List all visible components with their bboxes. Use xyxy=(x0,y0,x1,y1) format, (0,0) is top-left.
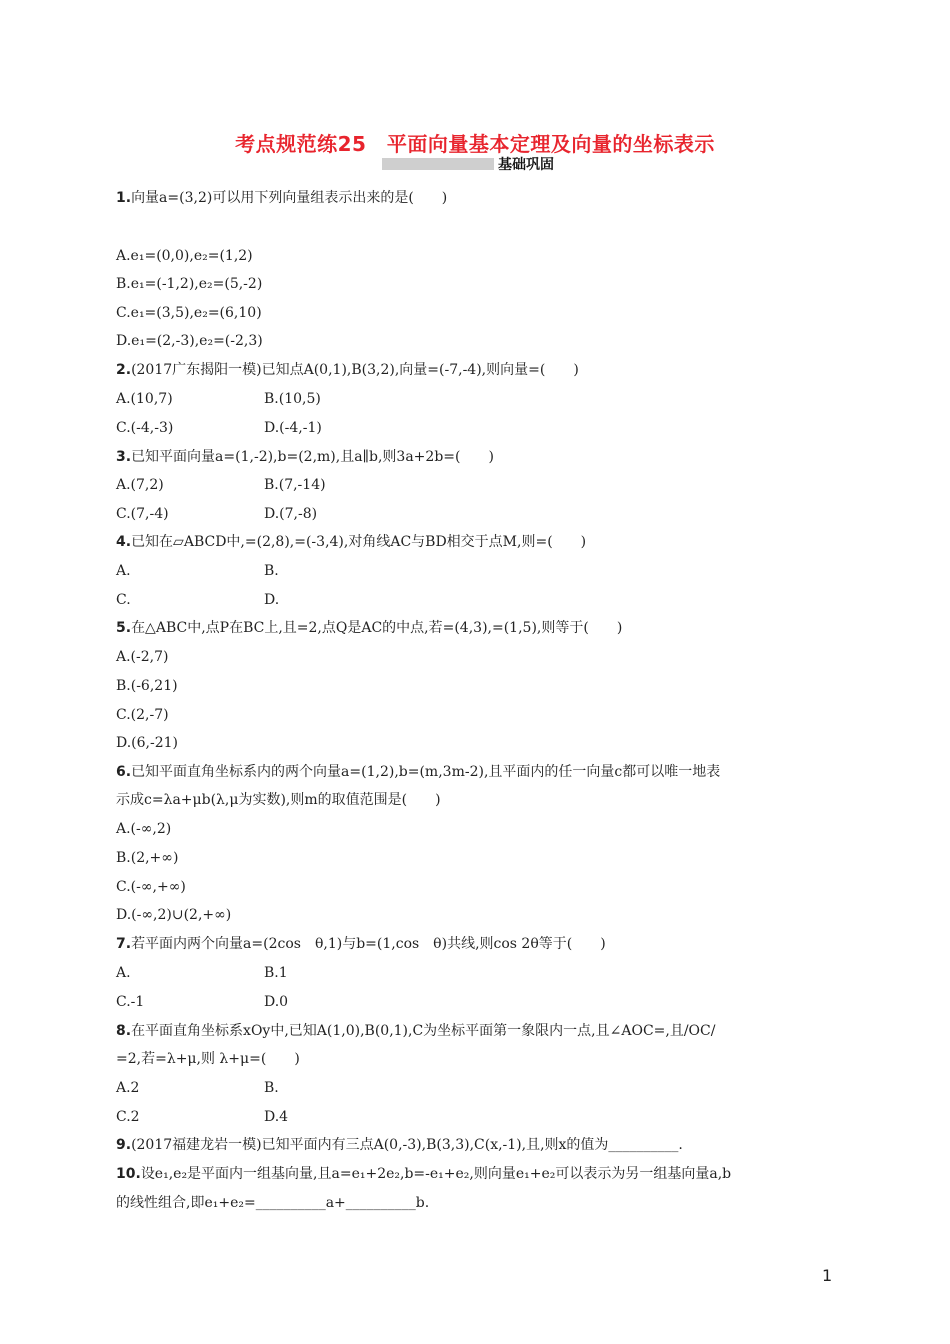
option-text: B.(7,-14) xyxy=(264,477,326,493)
text-line xyxy=(116,418,173,438)
question-number: 3. xyxy=(116,449,132,465)
question-number: 2. xyxy=(116,362,132,378)
line-text: C. xyxy=(116,592,131,608)
question-line xyxy=(116,1164,731,1184)
text-line xyxy=(116,676,178,696)
text-line xyxy=(116,1107,140,1127)
line-text: C.(-4,-3) xyxy=(116,420,174,436)
line-text: 已知在▱ABCD中,=(2,8),=(-3,4),对角线AC与BD相交于点M,则=( ) xyxy=(131,534,587,550)
line-text: 若平面内两个向量a=(2cos θ,1)与b=(1,cos θ)共线,则cos 2θ等于( ) xyxy=(131,936,606,952)
page-number: 1 xyxy=(822,1266,833,1285)
text-line xyxy=(116,733,178,753)
text-line xyxy=(116,389,173,409)
line-text: B.(-6,21) xyxy=(116,678,178,694)
line-text: 设e₁,e₂是平面内一组基向量,且a=e₁+2e₂,b=-e₁+e₂,则向量e₁+e₂可以表示为另一组基向量a,b xyxy=(140,1166,732,1182)
text-line xyxy=(116,246,253,266)
question-number: 7. xyxy=(116,936,132,952)
line-text: (2017福建龙岩一模)已知平面内有三点A(0,-3),B(3,3),C(x,-1),且,则x的值为__________. xyxy=(131,1137,683,1153)
question-line xyxy=(116,1021,715,1041)
line-text: 在平面直角坐标系xOy中,已知A(1,0),B(0,1),C为坐标平面第一象限内一点,且∠AOC=,且/OC/ xyxy=(131,1023,716,1039)
question-line xyxy=(116,532,586,552)
line-text: B.(2,+∞) xyxy=(116,850,179,866)
text-line xyxy=(116,992,144,1012)
section-label: 基础巩固 xyxy=(498,157,554,173)
text-line xyxy=(116,877,186,897)
text-line xyxy=(116,963,131,983)
line-text: A.(10,7) xyxy=(116,391,173,407)
question-line xyxy=(116,618,622,638)
question-number: 1. xyxy=(116,190,132,206)
text-line xyxy=(116,274,262,294)
text-line xyxy=(116,848,178,868)
line-text: 的线性组合,即e₁+e₂=__________a+__________b. xyxy=(116,1195,430,1211)
option-text: D.(-4,-1) xyxy=(264,420,322,436)
section-header xyxy=(382,154,554,174)
text-line xyxy=(116,819,171,839)
line-text: 已知平面直角坐标系内的两个向量a=(1,2),b=(m,3m-2),且平面内的任一向量c都可以唯一地表 xyxy=(131,764,721,780)
text-line xyxy=(116,590,131,610)
question-number: 5. xyxy=(116,620,132,636)
line-text: A. xyxy=(116,563,131,579)
option-text: B. xyxy=(264,563,279,579)
line-text: C.(7,-4) xyxy=(116,506,169,522)
text-line xyxy=(116,475,164,495)
question-line xyxy=(116,1135,683,1155)
text-line xyxy=(116,1049,300,1069)
line-text: B.e₁=(-1,2),e₂=(5,-2) xyxy=(116,276,263,292)
line-text: A. xyxy=(116,965,131,981)
option-text: D.(7,-8) xyxy=(264,506,318,522)
line-text: (2017广东揭阳一模)已知点A(0,1),B(3,2),向量=(-7,-4),则向量=( ) xyxy=(131,362,579,378)
option-text: B. xyxy=(264,1080,279,1096)
text-line xyxy=(116,905,231,925)
text-line xyxy=(116,705,169,725)
line-text: A.(-∞,2) xyxy=(116,821,172,837)
text-line xyxy=(116,561,131,581)
line-text: A.(-2,7) xyxy=(116,649,169,665)
line-text: A.(7,2) xyxy=(116,477,164,493)
line-text: D.(6,-21) xyxy=(116,735,179,751)
line-text: C.(-∞,+∞) xyxy=(116,879,186,895)
line-text: 示成c=λa+μb(λ,μ为实数),则m的取值范围是( ) xyxy=(116,792,441,808)
question-line xyxy=(116,447,494,467)
question-number: 6. xyxy=(116,764,132,780)
text-line xyxy=(116,647,168,667)
page-title: 考点规范练25 平面向量基本定理及向量的坐标表示 xyxy=(235,132,715,156)
option-text: D. xyxy=(264,592,280,608)
text-line xyxy=(116,790,441,810)
option-text: B.1 xyxy=(264,965,288,981)
question-line xyxy=(116,934,606,954)
question-number: 4. xyxy=(116,534,132,550)
line-text: 已知平面向量a=(1,-2),b=(2,m),且a∥b,则3a+2b=( ) xyxy=(131,449,494,465)
line-text: =2,若=λ+μ,则 λ+μ=( ) xyxy=(116,1051,300,1067)
text-line xyxy=(116,504,169,524)
line-text: D.e₁=(2,-3),e₂=(-2,3) xyxy=(116,333,263,349)
line-text: D.(-∞,2)∪(2,+∞) xyxy=(116,907,232,923)
question-line xyxy=(116,360,579,380)
line-text: C.e₁=(3,5),e₂=(6,10) xyxy=(116,305,262,321)
question-number: 8. xyxy=(116,1023,132,1039)
line-text: C.-1 xyxy=(116,994,145,1010)
text-line xyxy=(116,1078,139,1098)
line-text: A.e₁=(0,0),e₂=(1,2) xyxy=(116,248,253,264)
option-text: D.4 xyxy=(264,1109,289,1125)
question-number: 10. xyxy=(116,1166,141,1182)
line-text: A.2 xyxy=(116,1080,140,1096)
line-text: C.(2,-7) xyxy=(116,707,169,723)
text-line xyxy=(116,303,262,323)
option-text: D.0 xyxy=(264,994,289,1010)
line-text: 在△ABC中,点P在BC上,且=2,点Q是AC的中点,若=(4,3),=(1,5),则等于( ) xyxy=(131,620,623,636)
question-line xyxy=(116,762,720,782)
line-text: 向量a=(3,2)可以用下列向量组表示出来的是( ) xyxy=(131,190,448,206)
text-line xyxy=(116,1193,429,1213)
text-line xyxy=(116,331,263,351)
question-line xyxy=(116,188,447,208)
question-number: 9. xyxy=(116,1137,132,1153)
line-text: C.2 xyxy=(116,1109,140,1125)
option-text: B.(10,5) xyxy=(264,391,321,407)
section-bar xyxy=(382,158,494,170)
